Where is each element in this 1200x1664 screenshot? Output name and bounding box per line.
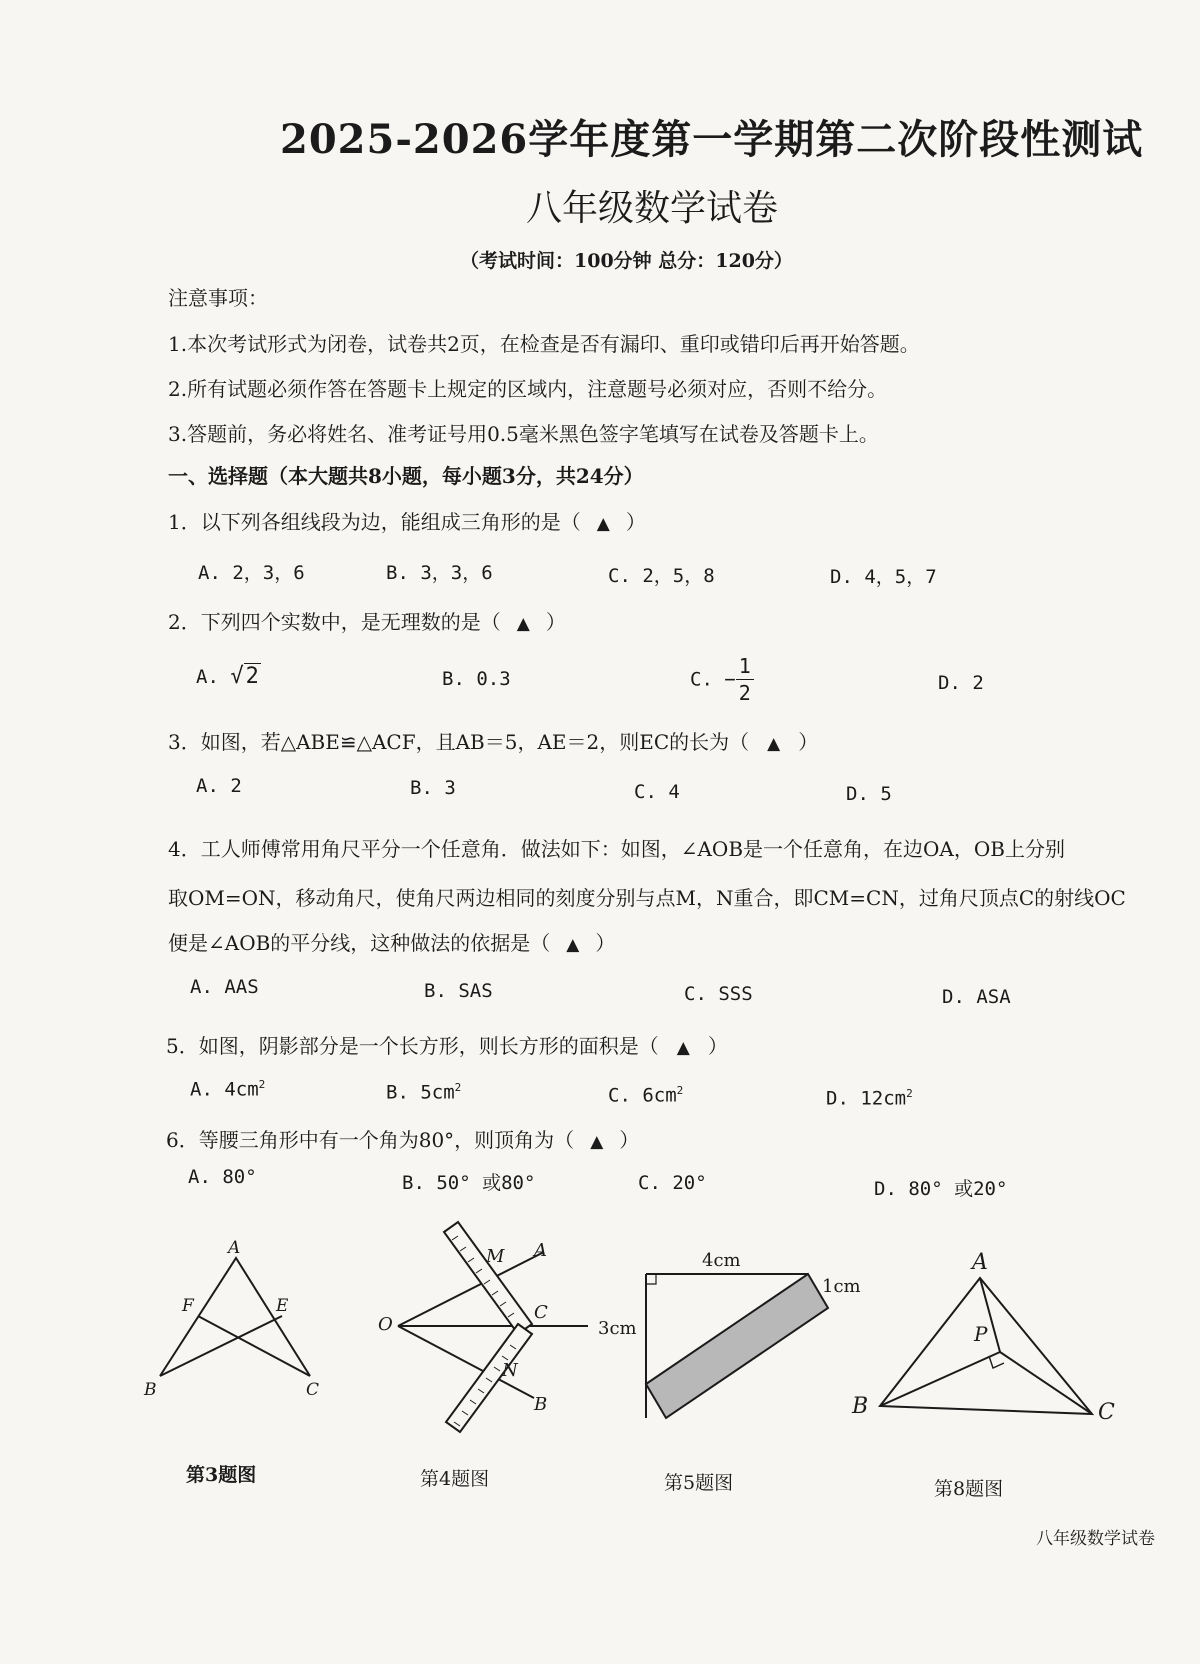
fig5-label: 1cm	[822, 1276, 861, 1297]
sqrt-symbol: √2	[230, 664, 259, 689]
fig8-label: C	[1098, 1400, 1115, 1425]
fig4-label: C	[534, 1302, 548, 1323]
option-d: D. $12cm^2$	[826, 1087, 913, 1110]
option-d: D. ASA	[942, 986, 1011, 1008]
option-a: A. √2	[196, 664, 259, 689]
notice-item: 2.所有试题必须作答在答题卡上规定的区域内，注意题号必须对应，否则不给分。	[168, 377, 888, 401]
option-b: B. 50° 或80°	[402, 1172, 536, 1194]
fig3-label: E	[276, 1296, 289, 1316]
fig4-label: B	[534, 1394, 548, 1415]
answer-mark-icon: ▲	[767, 734, 781, 754]
fraction: $\frac{1}{2}$	[736, 656, 754, 703]
figure-8-triangle	[880, 1278, 1092, 1414]
option-b: B. 0.3	[442, 668, 511, 690]
fig4-label: M	[486, 1246, 505, 1267]
fig8-label: P	[974, 1322, 988, 1346]
figure-4-caption: 第4题图	[420, 1468, 490, 1490]
option-a: A. 80°	[188, 1166, 257, 1188]
option-b: B. 3	[410, 777, 456, 799]
option-a: A. AAS	[190, 976, 259, 998]
fig5-label: 4cm	[702, 1250, 741, 1271]
question-1-stem: 1．以下列各组线段为边，能组成三角形的是（ ▲ ）	[168, 510, 646, 534]
notice-item: 3.答题前，务必将姓名、准考证号用0.5毫米黑色签字笔填写在试卷及答题卡上。	[168, 422, 879, 446]
option-b: B. SAS	[424, 980, 493, 1002]
option-d: D. 5	[846, 783, 892, 805]
figure-5-rectangle	[646, 1274, 828, 1418]
question-5-stem: 5．如图，阴影部分是一个长方形，则长方形的面积是（ ▲ ）	[166, 1034, 728, 1058]
fig4-label: A	[534, 1240, 547, 1261]
notice-heading: 注意事项：	[168, 286, 268, 310]
option-c: C. 4	[634, 781, 680, 803]
exam-subtitle: 八年级数学试卷	[526, 188, 779, 229]
option-b: B. $5cm^2$	[386, 1081, 462, 1104]
notice-item: 1.本次考试形式为闭卷，试卷共2页，在检查是否有漏印、重印或错印后再开始答题。	[168, 332, 920, 356]
footer-text: 八年级数学试卷	[1036, 1529, 1155, 1549]
shaded-rectangle	[646, 1274, 828, 1418]
fig4-label: O	[378, 1314, 393, 1335]
fig3-label: F	[182, 1296, 194, 1316]
option-c: C. 20°	[638, 1172, 707, 1194]
answer-mark-icon: ▲	[566, 935, 580, 955]
option-c: C. SSS	[684, 983, 753, 1005]
option-d: D. 80° 或20°	[874, 1178, 1008, 1200]
option-b: B. 3，3，6	[386, 562, 493, 584]
option-d: D. 4，5，7	[830, 566, 937, 588]
answer-mark-icon: ▲	[596, 514, 610, 534]
fig3-label: C	[306, 1380, 320, 1400]
figure-3-triangle	[160, 1258, 310, 1376]
question-6-stem: 6．等腰三角形中有一个角为80°，则顶角为（ ▲ ）	[166, 1128, 640, 1152]
fig8-label: A	[972, 1250, 988, 1275]
question-4-stem-line-1: 4．工人师傅常用角尺平分一个任意角．做法如下：如图，∠AOB是一个任意角，在边OA，OB上分别	[168, 837, 1065, 861]
answer-mark-icon: ▲	[676, 1038, 690, 1058]
fig3-label: B	[144, 1380, 157, 1400]
exam-info: （考试时间：100分钟 总分：120分）	[460, 250, 793, 272]
section-heading: 一、选择题（本大题共8小题，每小题3分，共24分）	[168, 464, 644, 488]
option-a: A. $4cm^2$	[190, 1078, 266, 1101]
fig4-label: N	[502, 1360, 518, 1381]
figure-5-caption: 第5题图	[664, 1472, 734, 1494]
question-4-stem-line-3: 便是∠AOB的平分线，这种做法的依据是（ ▲ ）	[168, 931, 616, 955]
answer-mark-icon: ▲	[590, 1132, 604, 1152]
option-c: C. 2，5，8	[608, 565, 715, 587]
fig5-label: 3cm	[598, 1318, 637, 1339]
option-c: C. $6cm^2$	[608, 1084, 684, 1107]
option-d: D. 2	[938, 672, 984, 694]
question-2-stem: 2．下列四个实数中，是无理数的是（ ▲ ）	[168, 610, 566, 634]
fig3-label: A	[228, 1238, 241, 1258]
figure-3-caption: 第3题图	[186, 1464, 257, 1486]
option-a: A. 2	[196, 775, 242, 797]
answer-mark-icon: ▲	[516, 614, 530, 634]
fig8-label: B	[852, 1394, 869, 1419]
question-4-stem-line-2: 取OM=ON，移动角尺，使角尺两边相同的刻度分别与点M，N重合，即CM=CN，过角尺顶点C的射线OC	[168, 886, 1126, 910]
option-c: C. − $\frac{1}{2}$	[690, 656, 754, 703]
figure-8-caption: 第8题图	[934, 1478, 1004, 1500]
option-a: A. 2，3，6	[198, 562, 305, 584]
exam-title: 2025-2026学年度第一学期第二次阶段性测试	[280, 116, 1144, 163]
question-3-stem: 3．如图，若△ABE≌△ACF，且AB＝5，AE＝2，则EC的长为（ ▲ ）	[168, 730, 819, 754]
